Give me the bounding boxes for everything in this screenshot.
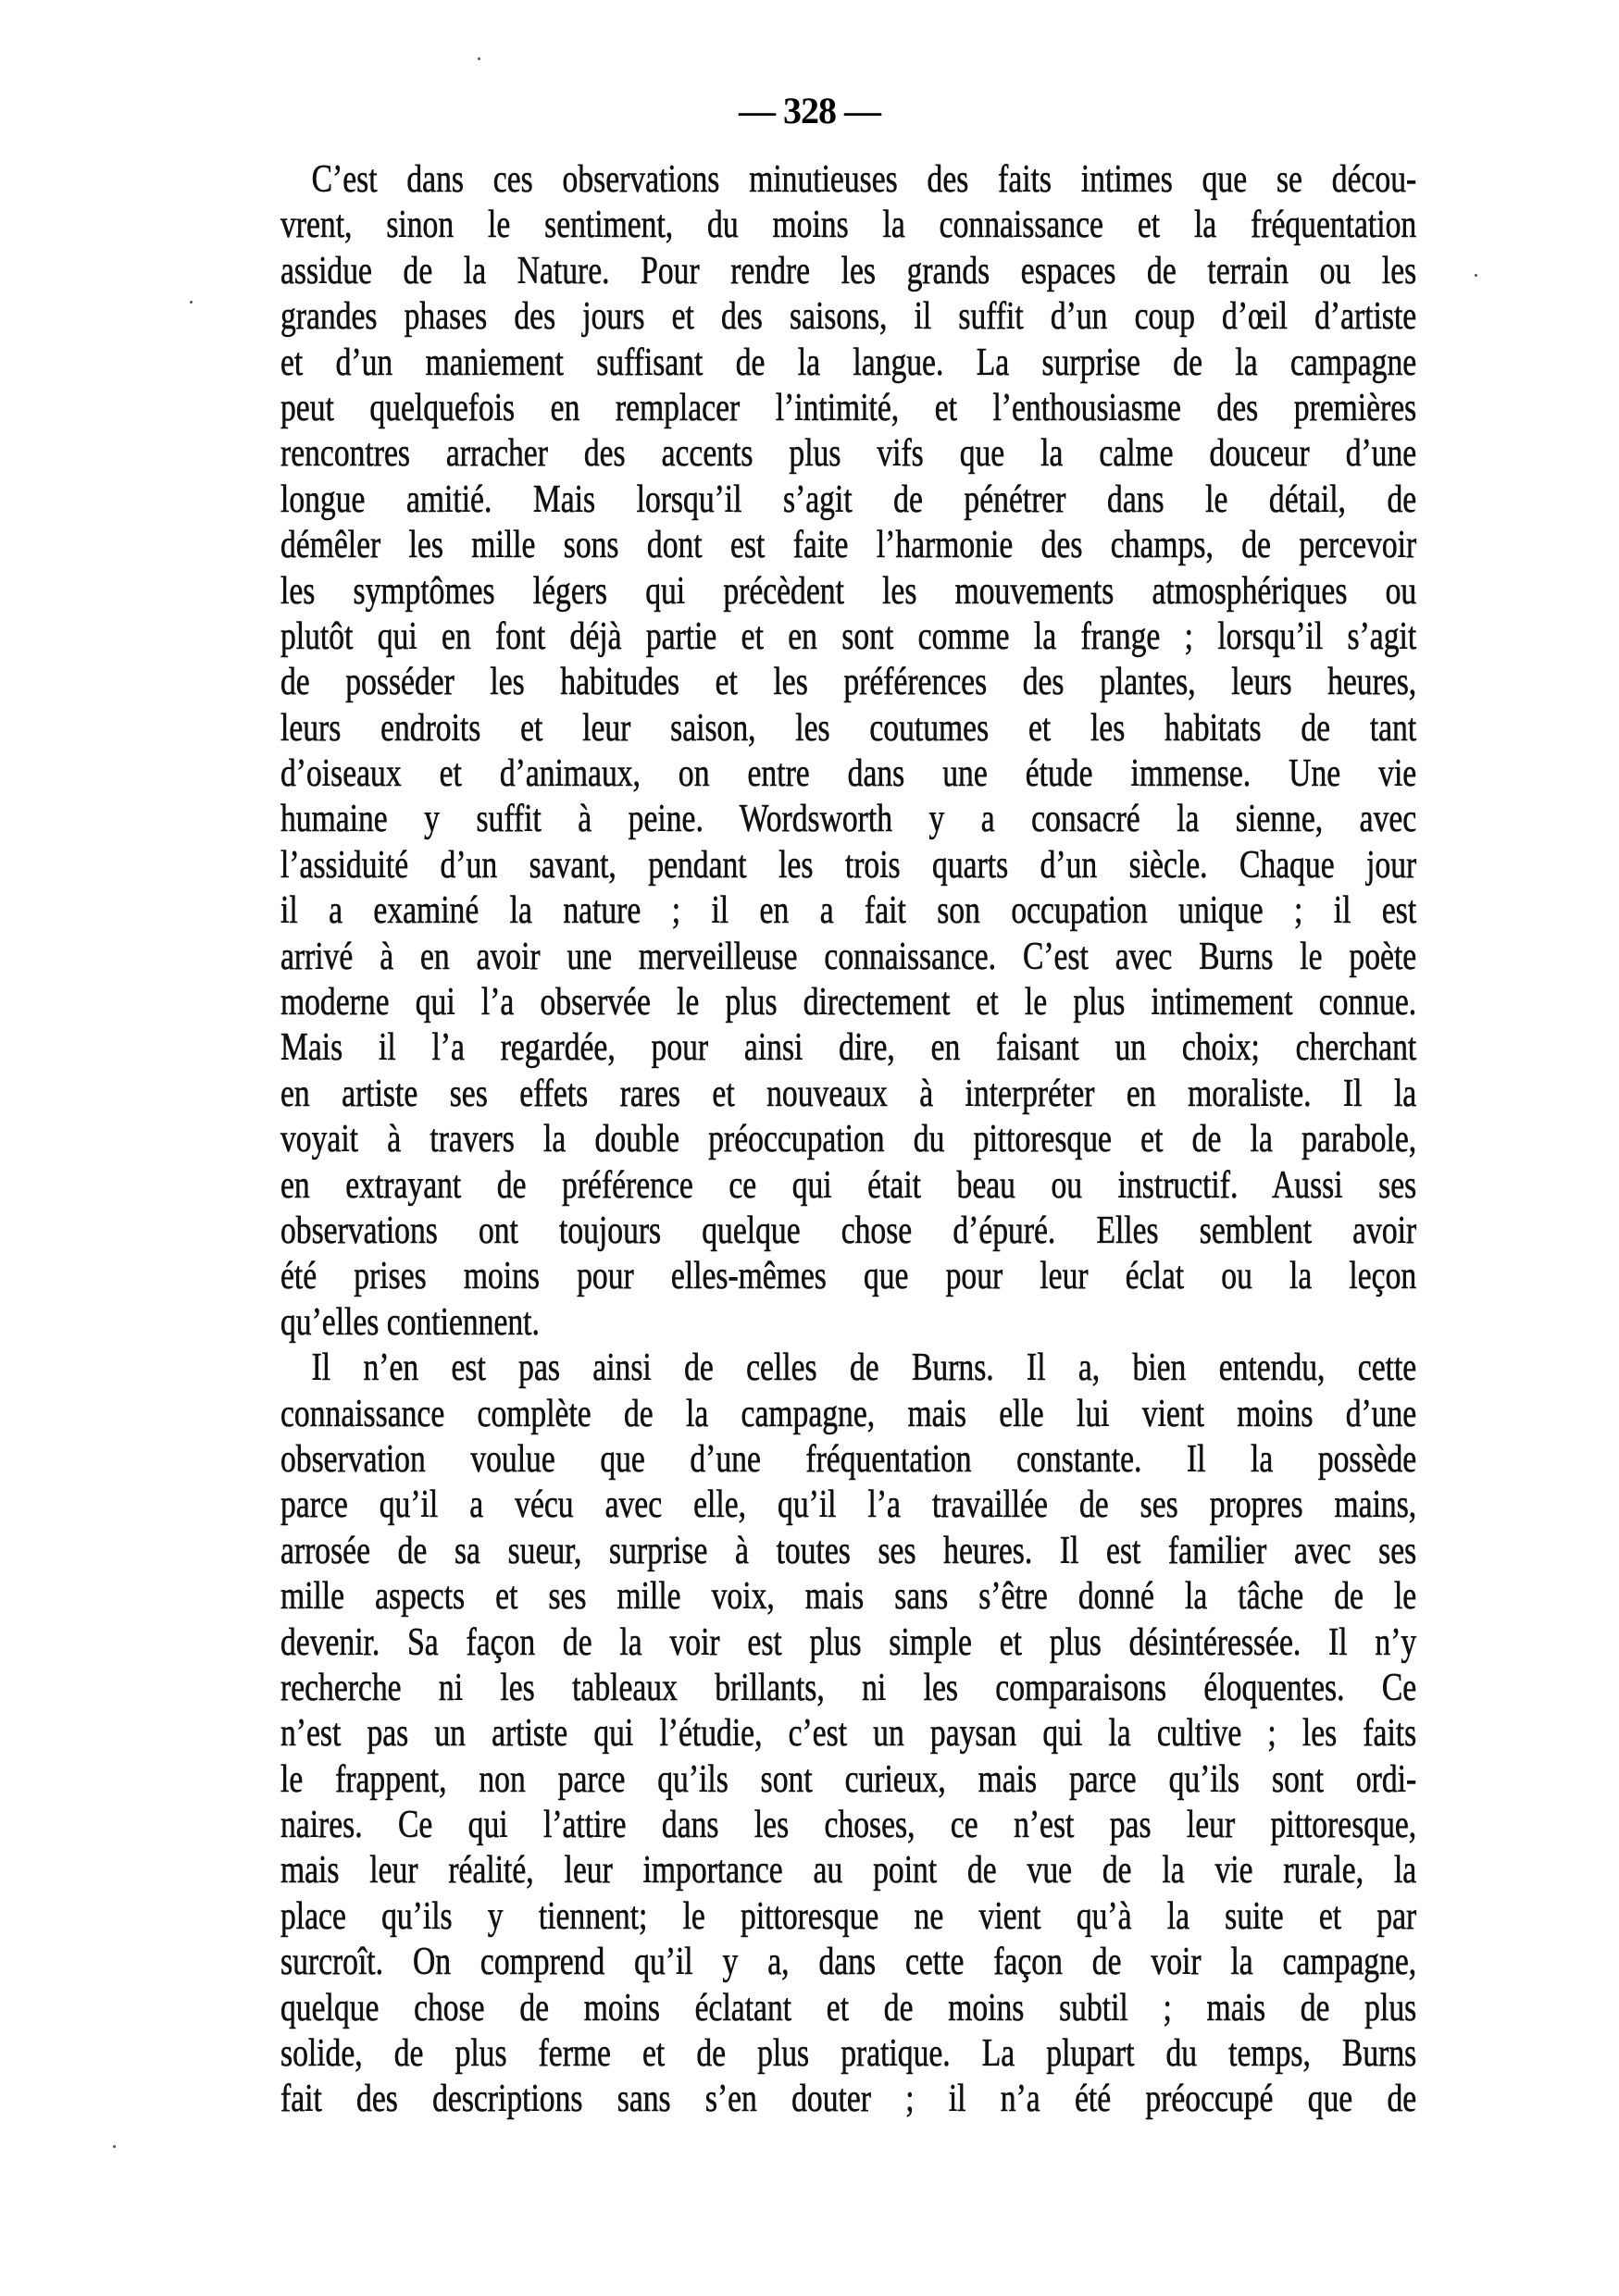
text-line-content: parce qu’il a vécu avec elle, qu’il l’a travaillée de ses propres mains, bbox=[280, 1483, 1417, 1527]
page-number: — 328 — bbox=[739, 90, 880, 131]
text-line-content: devenir. Sa façon de la voir est plus simple et plus désintéressée. Il n’y bbox=[280, 1620, 1417, 1664]
text-line bbox=[280, 888, 1416, 934]
text-line-content: longue amitié. Mais lorsqu’il s’agit de pénétrer dans le détail, de bbox=[280, 478, 1417, 521]
paragraph bbox=[280, 157, 1416, 1346]
text-line bbox=[280, 294, 1416, 340]
text-line-content: plutôt qui en font déjà partie et en sont comme la frange ; lorsqu’il s’agit bbox=[280, 614, 1417, 658]
text-line bbox=[280, 660, 1416, 705]
text-line-content: C’est dans ces observations minutieuses des faits intimes que se décou- bbox=[311, 158, 1417, 201]
text-line-content: arrosée de sa sueur, surprise à toutes ses heures. Il est familier avec ses bbox=[280, 1529, 1417, 1572]
text-line bbox=[280, 341, 1416, 386]
text-line-content: mille aspects et ses mille voix, mais sans s’être donné la tâche de le bbox=[280, 1575, 1417, 1619]
text-line-content: humaine y suffit à peine. Wordsworth y a consacré la sienne, avec bbox=[280, 798, 1417, 841]
text-line-content: en artiste ses effets rares et nouveaux à interpréter en moraliste. Il la bbox=[280, 1072, 1417, 1115]
scan-speck bbox=[1475, 274, 1477, 277]
text-line bbox=[280, 569, 1416, 614]
text-line-content: quelque chose de moins éclatant et de moins subtil ; mais de plus bbox=[280, 1986, 1417, 2029]
text-line bbox=[280, 1711, 1416, 1756]
text-line-content: été prises moins pour elles-mêmes que pour leur éclat ou la leçon bbox=[280, 1255, 1417, 1298]
text-line-content: observation voulue que d’une fréquentation constante. Il la possède bbox=[280, 1437, 1417, 1481]
text-line-content: grandes phases des jours et des saisons, il suffit d’un coup d’œil d’artiste bbox=[280, 295, 1417, 339]
text-line-content: Mais il l’a regardée, pour ainsi dire, en faisant un choix; cherchant bbox=[280, 1026, 1417, 1070]
text-line-content: démêler les mille sons dont est faite l’harmonie des champs, de percevoir bbox=[280, 524, 1417, 567]
text-line bbox=[280, 1072, 1416, 1117]
body-text bbox=[280, 157, 1416, 2123]
text-line bbox=[280, 1894, 1416, 1940]
text-line-content: n’est pas un artiste qui l’étudie, c’est un paysan qui la cultive ; les faits bbox=[280, 1712, 1417, 1756]
text-line-content: solide, de plus ferme et de plus pratique. La plupart du temps, Burns bbox=[280, 2032, 1417, 2076]
text-line-content: place qu’ils y tiennent; le pittoresque ne vient qu’à la suite et par bbox=[280, 1894, 1417, 1938]
text-line bbox=[280, 980, 1416, 1025]
text-line-content: connaissance complète de la campagne, mais elle lui vient moins d’une bbox=[280, 1392, 1417, 1435]
paragraph bbox=[280, 1346, 1416, 2123]
text-line-content: en extrayant de préférence ce qui était beau ou instructif. Aussi ses bbox=[280, 1163, 1417, 1207]
text-line-content: naires. Ce qui l’attire dans les choses, ce n’est pas leur pittoresque, bbox=[280, 1804, 1417, 1847]
text-line-content: fait des descriptions sans s’en douter ; il n’a été préoccupé que de bbox=[280, 2078, 1417, 2121]
text-line-content: assidue de la Nature. Pour rendre les grands espaces de terrain ou les bbox=[280, 249, 1417, 292]
text-line-content: surcroît. On comprend qu’il y a, dans cette façon de voir la campagne, bbox=[280, 1941, 1417, 1984]
text-line-content: leurs endroits et leur saison, les coutumes et les habitats de tant bbox=[280, 706, 1417, 750]
text-line bbox=[280, 249, 1416, 294]
text-line-content: le frappent, non parce qu’ils sont curieux, mais parce qu’ils sont ordi- bbox=[280, 1757, 1417, 1801]
text-line bbox=[280, 478, 1416, 523]
text-line-content: qu’elles contiennent. bbox=[280, 1300, 540, 1344]
text-line bbox=[280, 1574, 1416, 1620]
text-line-content: arrivé à en avoir une merveilleuse connaissance. C’est avec Burns le poète bbox=[280, 935, 1417, 978]
text-line-content: vrent, sinon le sentiment, du moins la connaissance et la fréquentation bbox=[280, 204, 1417, 247]
text-line bbox=[280, 1254, 1416, 1299]
text-line-content: et d’un maniement suffisant de la langue. La surprise de la campagne bbox=[280, 341, 1417, 384]
text-line bbox=[280, 1209, 1416, 1254]
text-line bbox=[280, 1025, 1416, 1071]
text-line bbox=[280, 1940, 1416, 1985]
text-line bbox=[280, 706, 1416, 751]
text-line-content: recherche ni les tableaux brillants, ni les comparaisons éloquentes. Ce bbox=[280, 1666, 1417, 1709]
text-line-content: d’oiseaux et d’animaux, on entre dans une étude immense. Une vie bbox=[280, 752, 1417, 796]
text-line bbox=[280, 2077, 1416, 2122]
text-line-content: il a examiné la nature ; il en a fait son occupation unique ; il est bbox=[280, 889, 1417, 933]
text-line bbox=[280, 1300, 1416, 1346]
text-line-content: voyait à travers la double préoccupation du pittoresque et de la parabole, bbox=[280, 1118, 1417, 1161]
scan-speck bbox=[190, 301, 193, 304]
text-line bbox=[280, 751, 1416, 797]
text-line bbox=[280, 1163, 1416, 1209]
text-line-content: moderne qui l’a observée le plus directement et le plus intimement connue. bbox=[280, 981, 1417, 1024]
text-line bbox=[280, 1529, 1416, 1574]
text-line bbox=[280, 2031, 1416, 2077]
text-line bbox=[280, 386, 1416, 431]
text-line bbox=[280, 1848, 1416, 1893]
text-line bbox=[280, 1392, 1416, 1437]
text-line bbox=[280, 1117, 1416, 1162]
text-line bbox=[280, 614, 1416, 660]
text-line bbox=[280, 1483, 1416, 1528]
text-line bbox=[280, 935, 1416, 980]
text-line-content: observations ont toujours quelque chose d’épuré. Elles semblent avoir bbox=[280, 1209, 1417, 1252]
text-line-content: l’assiduité d’un savant, pendant les trois quarts d’un siècle. Chaque jour bbox=[280, 843, 1417, 887]
text-line bbox=[280, 203, 1416, 248]
text-line bbox=[280, 1803, 1416, 1848]
text-line bbox=[280, 1620, 1416, 1666]
text-line bbox=[280, 431, 1416, 477]
text-line-content: rencontres arracher des accents plus vifs que la calme douceur d’une bbox=[280, 432, 1417, 476]
text-line-content: les symptômes légers qui précèdent les mouvements atmosphériques ou bbox=[280, 569, 1417, 613]
scan-speck bbox=[113, 2145, 116, 2148]
text-line bbox=[280, 1346, 1416, 1391]
text-line-content: peut quelquefois en remplacer l’intimité, et l’enthousiasme des premières bbox=[280, 386, 1417, 429]
text-line bbox=[280, 1437, 1416, 1483]
text-line bbox=[280, 157, 1416, 203]
text-line-content: de posséder les habitudes et les préférences des plantes, leurs heures, bbox=[280, 661, 1417, 704]
text-line bbox=[280, 1757, 1416, 1803]
text-line bbox=[280, 523, 1416, 568]
text-line bbox=[280, 1986, 1416, 2031]
text-line-content: mais leur réalité, leur importance au point de vue de la vie rurale, la bbox=[280, 1849, 1417, 1893]
text-line-content: Il n’en est pas ainsi de celles de Burns. Il a, bien entendu, cette bbox=[311, 1347, 1417, 1390]
text-line bbox=[280, 1666, 1416, 1711]
text-line bbox=[280, 843, 1416, 888]
scan-speck bbox=[478, 57, 480, 60]
text-line bbox=[280, 797, 1416, 842]
